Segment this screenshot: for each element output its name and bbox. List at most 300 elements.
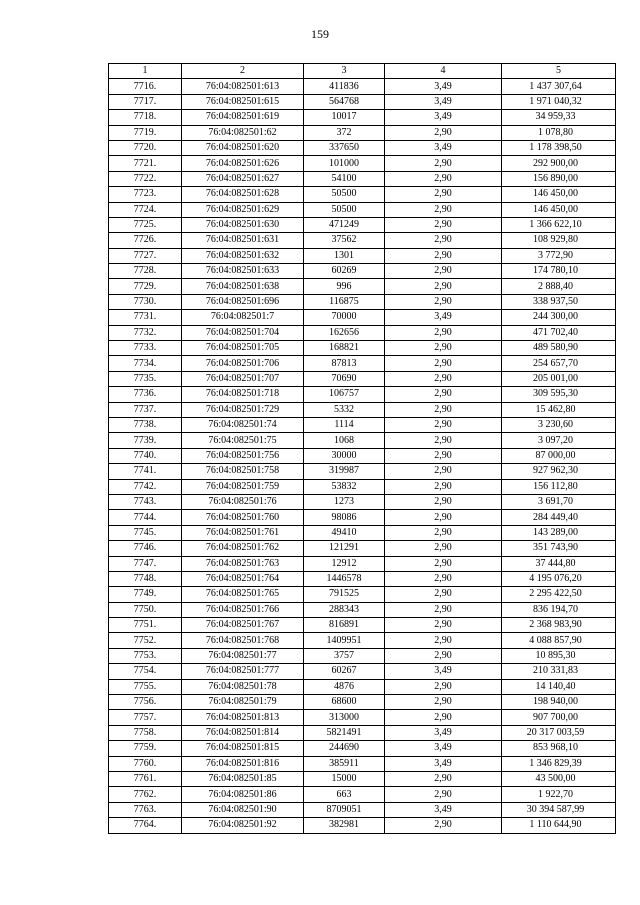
- table-row: [109, 279, 616, 294]
- cadastral-number-cell: 76:04:082501:707: [182, 371, 304, 386]
- row-number-cell: 7723.: [109, 187, 182, 202]
- row-number-cell: 7756.: [109, 695, 182, 710]
- area-cell: 101000: [304, 156, 385, 171]
- rate-cell: 2,90: [385, 433, 502, 448]
- cadastral-number-cell: 76:04:082501:7: [182, 310, 304, 325]
- amount-cell: 927 962,30: [502, 464, 616, 479]
- row-number-cell: 7755.: [109, 679, 182, 694]
- area-cell: 996: [304, 279, 385, 294]
- row-number-cell: 7754.: [109, 664, 182, 679]
- area-cell: 54100: [304, 171, 385, 186]
- table-row: [109, 541, 616, 556]
- area-cell: 1446578: [304, 571, 385, 586]
- area-cell: 471249: [304, 217, 385, 232]
- amount-cell: 10 895,30: [502, 648, 616, 663]
- cadastral-number-cell: 76:04:082501:86: [182, 787, 304, 802]
- area-cell: 1068: [304, 433, 385, 448]
- table-row: [109, 556, 616, 571]
- amount-cell: 198 940,00: [502, 695, 616, 710]
- header-row: [109, 64, 616, 79]
- area-cell: 60269: [304, 264, 385, 279]
- amount-cell: 3 691,70: [502, 494, 616, 509]
- area-cell: 663: [304, 787, 385, 802]
- table-row: [109, 648, 616, 663]
- table-row: [109, 664, 616, 679]
- table-row: [109, 725, 616, 740]
- cadastral-number-cell: 76:04:082501:696: [182, 294, 304, 309]
- amount-cell: 146 450,00: [502, 202, 616, 217]
- rate-cell: 3,49: [385, 664, 502, 679]
- rate-cell: 2,90: [385, 695, 502, 710]
- table-row: [109, 510, 616, 525]
- row-number-cell: 7757.: [109, 710, 182, 725]
- cadastral-number-cell: 76:04:082501:92: [182, 818, 304, 833]
- rate-cell: 2,90: [385, 587, 502, 602]
- column-header-1: 1: [109, 64, 182, 79]
- area-cell: 564768: [304, 94, 385, 109]
- cadastral-number-cell: 76:04:082501:620: [182, 140, 304, 155]
- amount-cell: 1 922,70: [502, 787, 616, 802]
- area-cell: 53832: [304, 479, 385, 494]
- area-cell: 87813: [304, 356, 385, 371]
- cadastral-number-cell: 76:04:082501:756: [182, 448, 304, 463]
- row-number-cell: 7764.: [109, 818, 182, 833]
- row-number-cell: 7759.: [109, 741, 182, 756]
- row-number-cell: 7761.: [109, 771, 182, 786]
- row-number-cell: 7726.: [109, 233, 182, 248]
- area-cell: 1409951: [304, 633, 385, 648]
- area-cell: 313000: [304, 710, 385, 725]
- area-cell: 98086: [304, 510, 385, 525]
- cadastral-number-cell: 76:04:082501:718: [182, 387, 304, 402]
- rate-cell: 2,90: [385, 294, 502, 309]
- row-number-cell: 7728.: [109, 264, 182, 279]
- rate-cell: 2,90: [385, 818, 502, 833]
- area-cell: 168821: [304, 341, 385, 356]
- rate-cell: 2,90: [385, 402, 502, 417]
- cadastral-number-cell: 76:04:082501:760: [182, 510, 304, 525]
- amount-cell: 836 194,70: [502, 602, 616, 617]
- cadastral-number-cell: 76:04:082501:767: [182, 618, 304, 633]
- table-row: [109, 525, 616, 540]
- table-row: [109, 741, 616, 756]
- table-row: [109, 233, 616, 248]
- rate-cell: 2,90: [385, 479, 502, 494]
- row-number-cell: 7717.: [109, 94, 182, 109]
- row-number-cell: 7748.: [109, 571, 182, 586]
- table-row: [109, 417, 616, 432]
- table-row: [109, 79, 616, 94]
- cadastral-number-cell: 76:04:082501:815: [182, 741, 304, 756]
- row-number-cell: 7750.: [109, 602, 182, 617]
- amount-cell: 351 743,90: [502, 541, 616, 556]
- amount-cell: 174 780,10: [502, 264, 616, 279]
- area-cell: 68600: [304, 695, 385, 710]
- rate-cell: 3,49: [385, 94, 502, 109]
- rate-cell: 3,49: [385, 802, 502, 817]
- rate-cell: 2,90: [385, 679, 502, 694]
- cadastral-number-cell: 76:04:082501:777: [182, 664, 304, 679]
- row-number-cell: 7737.: [109, 402, 182, 417]
- cadastral-number-cell: 76:04:082501:814: [182, 725, 304, 740]
- amount-cell: 210 331,83: [502, 664, 616, 679]
- table-header: [109, 64, 616, 79]
- cadastral-number-cell: 76:04:082501:765: [182, 587, 304, 602]
- area-cell: 1114: [304, 417, 385, 432]
- rate-cell: 2,90: [385, 264, 502, 279]
- rate-cell: 2,90: [385, 417, 502, 432]
- amount-cell: 2 888,40: [502, 279, 616, 294]
- amount-cell: 205 001,00: [502, 371, 616, 386]
- amount-cell: 4 088 857,90: [502, 633, 616, 648]
- table-row: [109, 433, 616, 448]
- rate-cell: 2,90: [385, 633, 502, 648]
- amount-cell: 1 346 829,39: [502, 756, 616, 771]
- rate-cell: 2,90: [385, 371, 502, 386]
- cadastral-number-cell: 76:04:082501:759: [182, 479, 304, 494]
- rate-cell: 2,90: [385, 156, 502, 171]
- rate-cell: 2,90: [385, 387, 502, 402]
- page-number: 159: [311, 27, 329, 41]
- amount-cell: 3 097,20: [502, 433, 616, 448]
- table-row: [109, 140, 616, 155]
- table-row: [109, 371, 616, 386]
- table-row: [109, 310, 616, 325]
- cadastral-number-cell: 76:04:082501:766: [182, 602, 304, 617]
- cadastral-number-cell: 76:04:082501:62: [182, 125, 304, 140]
- area-cell: 382981: [304, 818, 385, 833]
- amount-cell: 34 959,33: [502, 110, 616, 125]
- row-number-cell: 7731.: [109, 310, 182, 325]
- row-number-cell: 7719.: [109, 125, 182, 140]
- amount-cell: 338 937,50: [502, 294, 616, 309]
- table-row: [109, 787, 616, 802]
- area-cell: 37562: [304, 233, 385, 248]
- row-number-cell: 7725.: [109, 217, 182, 232]
- table-row: [109, 695, 616, 710]
- table-row: [109, 679, 616, 694]
- table-row: [109, 294, 616, 309]
- cadastral-number-cell: 76:04:082501:764: [182, 571, 304, 586]
- amount-cell: 1 366 622,10: [502, 217, 616, 232]
- column-header-2: 2: [182, 64, 304, 79]
- area-cell: 385911: [304, 756, 385, 771]
- amount-cell: 2 295 422,50: [502, 587, 616, 602]
- area-cell: 70690: [304, 371, 385, 386]
- cadastral-number-cell: 76:04:082501:85: [182, 771, 304, 786]
- area-cell: 5821491: [304, 725, 385, 740]
- table-row: [109, 587, 616, 602]
- row-number-cell: 7758.: [109, 725, 182, 740]
- table-row: [109, 125, 616, 140]
- table-row: [109, 571, 616, 586]
- table-row: [109, 110, 616, 125]
- amount-cell: 2 368 983,90: [502, 618, 616, 633]
- row-number-cell: 7742.: [109, 479, 182, 494]
- cadastral-number-cell: 76:04:082501:816: [182, 756, 304, 771]
- row-number-cell: 7743.: [109, 494, 182, 509]
- table-row: [109, 341, 616, 356]
- area-cell: 319987: [304, 464, 385, 479]
- amount-cell: 489 580,90: [502, 341, 616, 356]
- row-number-cell: 7738.: [109, 417, 182, 432]
- cadastral-number-cell: 76:04:082501:74: [182, 417, 304, 432]
- rate-cell: 3,49: [385, 741, 502, 756]
- amount-cell: 292 900,00: [502, 156, 616, 171]
- rate-cell: 2,90: [385, 187, 502, 202]
- table-row: [109, 94, 616, 109]
- amount-cell: 146 450,00: [502, 187, 616, 202]
- amount-cell: 1 178 398,50: [502, 140, 616, 155]
- cadastral-number-cell: 76:04:082501:763: [182, 556, 304, 571]
- area-cell: 30000: [304, 448, 385, 463]
- table-row: [109, 202, 616, 217]
- table-row: [109, 448, 616, 463]
- area-cell: 372: [304, 125, 385, 140]
- table-row: [109, 802, 616, 817]
- amount-cell: 30 394 587,99: [502, 802, 616, 817]
- row-number-cell: 7730.: [109, 294, 182, 309]
- rate-cell: 2,90: [385, 279, 502, 294]
- row-number-cell: 7734.: [109, 356, 182, 371]
- table-row: [109, 633, 616, 648]
- area-cell: 70000: [304, 310, 385, 325]
- row-number-cell: 7760.: [109, 756, 182, 771]
- table-row: [109, 248, 616, 263]
- amount-cell: 156 890,00: [502, 171, 616, 186]
- amount-cell: 1 110 644,90: [502, 818, 616, 833]
- table-row: [109, 710, 616, 725]
- rate-cell: 2,90: [385, 217, 502, 232]
- table-row: [109, 771, 616, 786]
- cadastral-number-cell: 76:04:082501:78: [182, 679, 304, 694]
- table-body: [109, 79, 616, 833]
- table-row: [109, 356, 616, 371]
- row-number-cell: 7747.: [109, 556, 182, 571]
- table-row: [109, 602, 616, 617]
- rate-cell: 3,49: [385, 725, 502, 740]
- amount-cell: 907 700,00: [502, 710, 616, 725]
- row-number-cell: 7724.: [109, 202, 182, 217]
- table-row: [109, 618, 616, 633]
- cadastral-number-cell: 76:04:082501:75: [182, 433, 304, 448]
- amount-cell: 15 462,80: [502, 402, 616, 417]
- rate-cell: 2,90: [385, 171, 502, 186]
- cadastral-number-cell: 76:04:082501:631: [182, 233, 304, 248]
- rate-cell: 2,90: [385, 525, 502, 540]
- cadastral-number-cell: 76:04:082501:626: [182, 156, 304, 171]
- area-cell: 337650: [304, 140, 385, 155]
- area-cell: 1273: [304, 494, 385, 509]
- amount-cell: 853 968,10: [502, 741, 616, 756]
- row-number-cell: 7739.: [109, 433, 182, 448]
- row-number-cell: 7749.: [109, 587, 182, 602]
- row-number-cell: 7721.: [109, 156, 182, 171]
- area-cell: 5332: [304, 402, 385, 417]
- rate-cell: 3,49: [385, 310, 502, 325]
- rate-cell: 2,90: [385, 510, 502, 525]
- area-cell: 10017: [304, 110, 385, 125]
- table-row: [109, 402, 616, 417]
- cadastral-number-cell: 76:04:082501:615: [182, 94, 304, 109]
- amount-cell: 309 595,30: [502, 387, 616, 402]
- table-row: [109, 818, 616, 833]
- row-number-cell: 7744.: [109, 510, 182, 525]
- row-number-cell: 7751.: [109, 618, 182, 633]
- area-cell: 106757: [304, 387, 385, 402]
- row-number-cell: 7746.: [109, 541, 182, 556]
- rate-cell: 2,90: [385, 710, 502, 725]
- area-cell: 162656: [304, 325, 385, 340]
- rate-cell: 2,90: [385, 125, 502, 140]
- area-cell: 60267: [304, 664, 385, 679]
- row-number-cell: 7732.: [109, 325, 182, 340]
- area-cell: 12912: [304, 556, 385, 571]
- rate-cell: 2,90: [385, 464, 502, 479]
- rate-cell: 3,49: [385, 140, 502, 155]
- rate-cell: 2,90: [385, 325, 502, 340]
- area-cell: 121291: [304, 541, 385, 556]
- table-row: [109, 756, 616, 771]
- amount-cell: 1 078,80: [502, 125, 616, 140]
- column-header-3: 3: [304, 64, 385, 79]
- cadastral-number-cell: 76:04:082501:630: [182, 217, 304, 232]
- row-number-cell: 7716.: [109, 79, 182, 94]
- table-row: [109, 479, 616, 494]
- row-number-cell: 7763.: [109, 802, 182, 817]
- rate-cell: 3,49: [385, 79, 502, 94]
- cadastral-number-cell: 76:04:082501:706: [182, 356, 304, 371]
- amount-cell: 471 702,40: [502, 325, 616, 340]
- cadastral-number-cell: 76:04:082501:758: [182, 464, 304, 479]
- row-number-cell: 7720.: [109, 140, 182, 155]
- table-row: [109, 325, 616, 340]
- amount-cell: 254 657,70: [502, 356, 616, 371]
- amount-cell: 20 317 003,59: [502, 725, 616, 740]
- amount-cell: 284 449,40: [502, 510, 616, 525]
- rate-cell: 2,90: [385, 648, 502, 663]
- area-cell: 244690: [304, 741, 385, 756]
- area-cell: 816891: [304, 618, 385, 633]
- area-cell: 50500: [304, 187, 385, 202]
- amount-cell: 43 500,00: [502, 771, 616, 786]
- row-number-cell: 7745.: [109, 525, 182, 540]
- cadastral-number-cell: 76:04:082501:768: [182, 633, 304, 648]
- rate-cell: 2,90: [385, 771, 502, 786]
- rate-cell: 2,90: [385, 602, 502, 617]
- table-row: [109, 156, 616, 171]
- column-header-5: 5: [502, 64, 616, 79]
- amount-cell: 156 112,80: [502, 479, 616, 494]
- rate-cell: 2,90: [385, 233, 502, 248]
- row-number-cell: 7735.: [109, 371, 182, 386]
- table-row: [109, 171, 616, 186]
- cadastral-number-cell: 76:04:082501:629: [182, 202, 304, 217]
- cadastral-number-cell: 76:04:082501:761: [182, 525, 304, 540]
- area-cell: 4876: [304, 679, 385, 694]
- data-table: [108, 63, 616, 834]
- area-cell: 49410: [304, 525, 385, 540]
- rate-cell: 2,90: [385, 787, 502, 802]
- cadastral-number-cell: 76:04:082501:762: [182, 541, 304, 556]
- cadastral-number-cell: 76:04:082501:632: [182, 248, 304, 263]
- rate-cell: 2,90: [385, 448, 502, 463]
- cadastral-number-cell: 76:04:082501:813: [182, 710, 304, 725]
- amount-cell: 3 772,90: [502, 248, 616, 263]
- cadastral-number-cell: 76:04:082501:619: [182, 110, 304, 125]
- rate-cell: 2,90: [385, 556, 502, 571]
- cadastral-number-cell: 76:04:082501:76: [182, 494, 304, 509]
- table-row: [109, 217, 616, 232]
- rate-cell: 2,90: [385, 618, 502, 633]
- area-cell: 50500: [304, 202, 385, 217]
- cadastral-number-cell: 76:04:082501:638: [182, 279, 304, 294]
- row-number-cell: 7722.: [109, 171, 182, 186]
- rate-cell: 2,90: [385, 341, 502, 356]
- row-number-cell: 7729.: [109, 279, 182, 294]
- row-number-cell: 7752.: [109, 633, 182, 648]
- area-cell: 116875: [304, 294, 385, 309]
- amount-cell: 108 929,80: [502, 233, 616, 248]
- cadastral-number-cell: 76:04:082501:729: [182, 402, 304, 417]
- table-row: [109, 187, 616, 202]
- area-cell: 15000: [304, 771, 385, 786]
- row-number-cell: 7762.: [109, 787, 182, 802]
- row-number-cell: 7740.: [109, 448, 182, 463]
- rate-cell: 2,90: [385, 494, 502, 509]
- rate-cell: 2,90: [385, 541, 502, 556]
- rate-cell: 2,90: [385, 356, 502, 371]
- amount-cell: 4 195 076,20: [502, 571, 616, 586]
- rate-cell: 2,90: [385, 571, 502, 586]
- cadastral-number-cell: 76:04:082501:77: [182, 648, 304, 663]
- area-cell: 8709051: [304, 802, 385, 817]
- cadastral-number-cell: 76:04:082501:79: [182, 695, 304, 710]
- rate-cell: 2,90: [385, 202, 502, 217]
- row-number-cell: 7718.: [109, 110, 182, 125]
- amount-cell: 244 300,00: [502, 310, 616, 325]
- area-cell: 3757: [304, 648, 385, 663]
- amount-cell: 1 437 307,64: [502, 79, 616, 94]
- cadastral-number-cell: 76:04:082501:704: [182, 325, 304, 340]
- table-row: [109, 264, 616, 279]
- area-cell: 1301: [304, 248, 385, 263]
- table-row: [109, 387, 616, 402]
- cadastral-number-cell: 76:04:082501:613: [182, 79, 304, 94]
- rate-cell: 3,49: [385, 756, 502, 771]
- cadastral-number-cell: 76:04:082501:628: [182, 187, 304, 202]
- cadastral-number-cell: 76:04:082501:705: [182, 341, 304, 356]
- table-row: [109, 494, 616, 509]
- row-number-cell: 7736.: [109, 387, 182, 402]
- rate-cell: 2,90: [385, 248, 502, 263]
- row-number-cell: 7727.: [109, 248, 182, 263]
- amount-cell: 37 444,80: [502, 556, 616, 571]
- amount-cell: 1 971 040,32: [502, 94, 616, 109]
- row-number-cell: 7741.: [109, 464, 182, 479]
- amount-cell: 143 289,00: [502, 525, 616, 540]
- rate-cell: 3,49: [385, 110, 502, 125]
- amount-cell: 14 140,40: [502, 679, 616, 694]
- area-cell: 791525: [304, 587, 385, 602]
- cadastral-number-cell: 76:04:082501:90: [182, 802, 304, 817]
- amount-cell: 3 230,60: [502, 417, 616, 432]
- table-row: [109, 464, 616, 479]
- amount-cell: 87 000,00: [502, 448, 616, 463]
- row-number-cell: 7753.: [109, 648, 182, 663]
- cadastral-number-cell: 76:04:082501:633: [182, 264, 304, 279]
- column-header-4: 4: [385, 64, 502, 79]
